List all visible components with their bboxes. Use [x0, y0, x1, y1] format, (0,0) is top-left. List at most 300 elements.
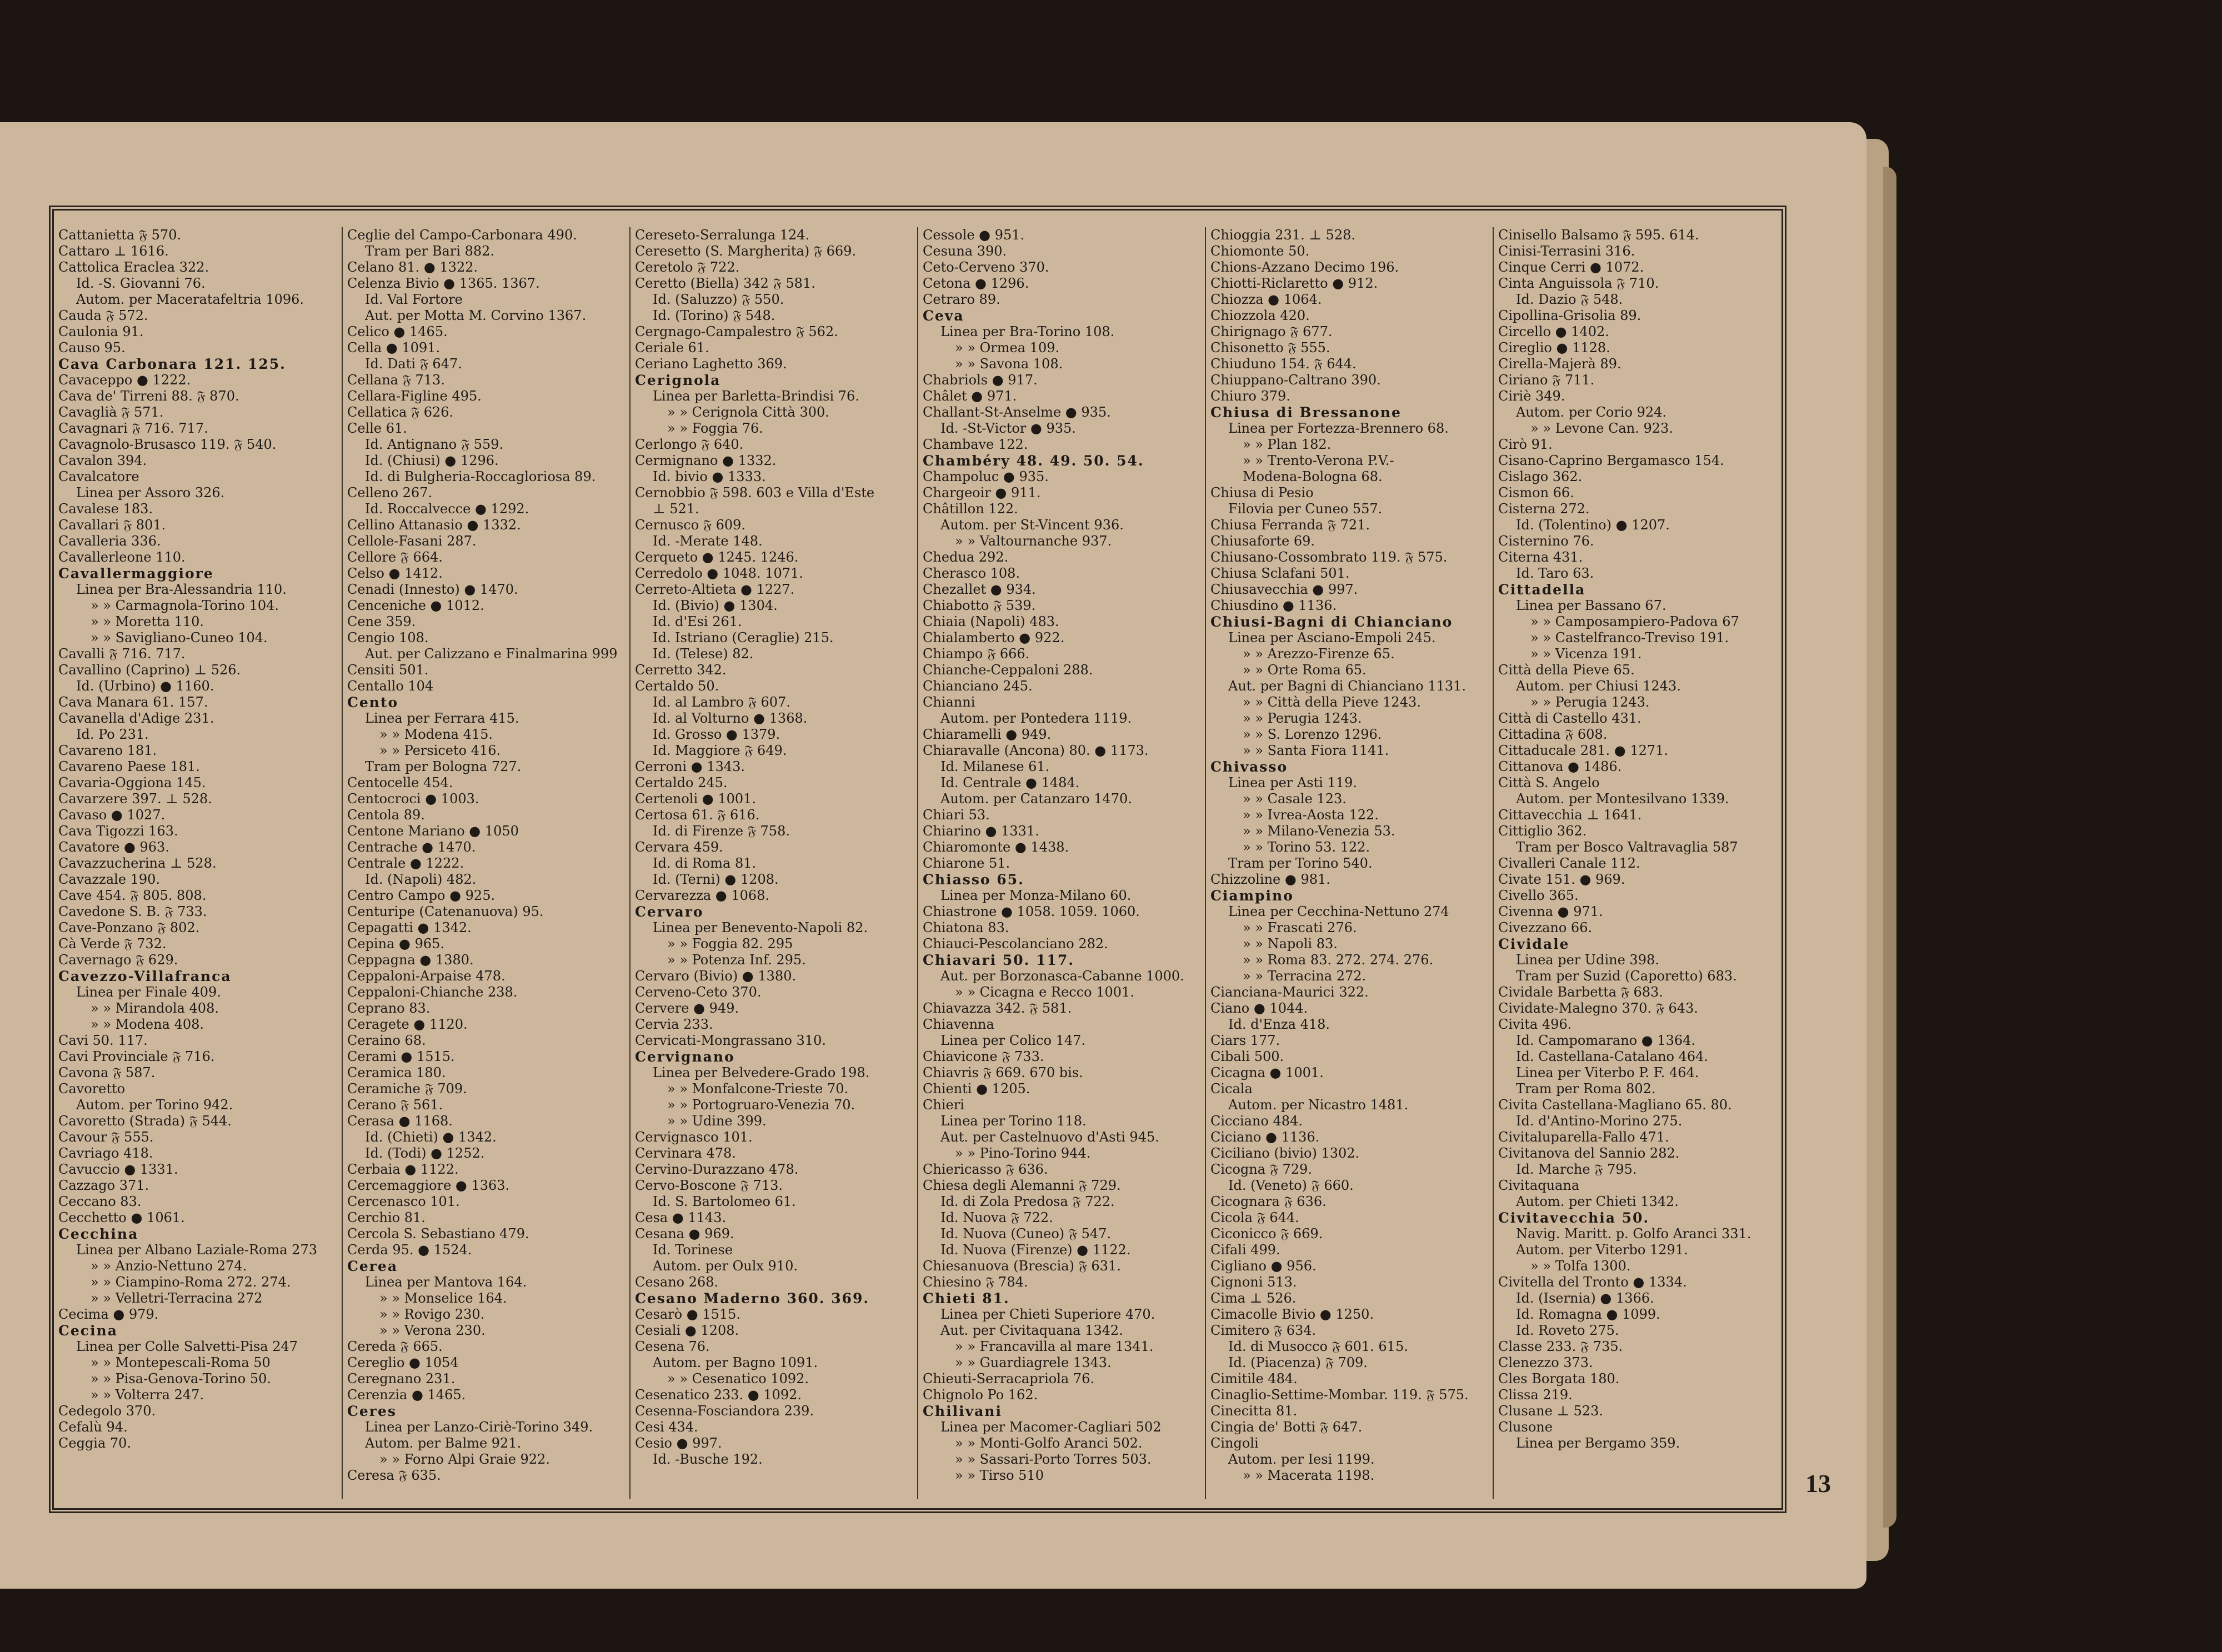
index-entry: Clenezzo 373.: [1498, 1355, 1593, 1370]
index-entry: Cesiali ● 1208.: [635, 1323, 739, 1338]
index-entry: Cinta Anguissola 𝔉 710.: [1498, 276, 1659, 291]
index-entry: Cittavecchia ⊥ 1641.: [1498, 807, 1642, 823]
index-entry: Certenoli ● 1001.: [635, 791, 757, 807]
index-entry: Id. Nuova (Firenze) ● 1122.: [940, 1242, 1131, 1258]
index-entry: Cicala: [1210, 1081, 1253, 1097]
index-entry: Autom. per Bagno 1091.: [653, 1355, 818, 1370]
index-entry: Chignolo Po 162.: [923, 1387, 1038, 1403]
index-entry: Civalleri Canale 112.: [1498, 855, 1640, 871]
index-entry: Città di Castello 431.: [1498, 710, 1642, 726]
index-entry: Cavareno Paese 181.: [58, 759, 200, 774]
index-entry: Cima ⊥ 526.: [1210, 1290, 1297, 1306]
index-entry: Cismon 66.: [1498, 485, 1574, 500]
index-entry: Cavaria-Oggiona 145.: [58, 775, 206, 790]
index-entry: Id. di Musocco 𝔉 601. 615.: [1228, 1339, 1408, 1354]
index-entry: Cavazzale 190.: [58, 872, 161, 887]
index-entry: Cervara 459.: [635, 839, 723, 855]
index-entry: Autom. per Chiusi 1243.: [1516, 678, 1681, 694]
index-entry: Chiericasso 𝔉 636.: [923, 1162, 1048, 1177]
index-entry: Cervinara 478.: [635, 1145, 736, 1161]
index-entry: Cicogna 𝔉 729.: [1210, 1162, 1312, 1177]
index-entry: Censiti 501.: [347, 662, 429, 678]
index-entry: Cavi 50. 117.: [58, 1033, 148, 1048]
index-entry: Cermignano ● 1332.: [635, 453, 777, 468]
index-entry: Chiusa Sclafani 501.: [1210, 565, 1350, 581]
index-entry: Cavi Provinciale 𝔉 716.: [58, 1049, 215, 1064]
index-entry: Cervo-Boscone 𝔉 713.: [635, 1178, 783, 1193]
index-entry: » » Frascati 276.: [1243, 920, 1357, 935]
index-entry: Id. Castellana-Catalano 464.: [1516, 1049, 1709, 1064]
index-entry: Id. (Todi) ● 1252.: [365, 1145, 485, 1161]
index-entry: Cervia 233.: [635, 1017, 713, 1032]
index-entry: » » Valtournanche 937.: [955, 533, 1112, 549]
index-entry: Ciciano ● 1136.: [1210, 1129, 1320, 1145]
index-entry: Cepina ● 965.: [347, 936, 445, 952]
index-entry: Centola 89.: [347, 807, 425, 823]
index-entry: Id. di Zola Predosa 𝔉 722.: [940, 1194, 1115, 1209]
index-entry: Aut. per Borzonasca-Cabanne 1000.: [940, 968, 1184, 984]
index-entry: » » Monfalcone-Trieste 70.: [667, 1081, 849, 1097]
index-entry: » » Foggia 76.: [667, 420, 763, 436]
index-entry: » » Camposampiero-Padova 67: [1530, 614, 1739, 629]
index-entry: Linea per Ferrara 415.: [365, 710, 519, 726]
index-entry: ⊥ 521.: [653, 501, 699, 517]
index-entry: Id. di Firenze 𝔉 758.: [653, 823, 790, 839]
index-entry: Linea per Monza-Milano 60.: [940, 888, 1132, 903]
index-entry: Chiampo 𝔉 666.: [923, 646, 1030, 662]
index-entry: » » Tirso 510: [955, 1468, 1044, 1483]
index-entry: Cavanella d'Adige 231.: [58, 710, 214, 726]
index-entry: Classe 233. 𝔉 735.: [1498, 1339, 1623, 1354]
index-entry: » » Moretta 110.: [91, 614, 204, 629]
index-entry: Cividate-Malegno 370. 𝔉 643.: [1498, 1000, 1698, 1016]
index-entry: » » Potenza Inf. 295.: [667, 952, 806, 968]
index-entry: Aut. per Civitaquana 1342.: [940, 1323, 1123, 1338]
index-entry: Linea per Albano Laziale-Roma 273: [76, 1242, 317, 1258]
index-entry: Id. Grosso ● 1379.: [653, 727, 780, 742]
index-entry: Champoluc ● 935.: [923, 469, 1049, 484]
index-entry: Cinisello Balsamo 𝔉 595. 614.: [1498, 227, 1699, 243]
index-entry: Id. d'Enza 418.: [1228, 1017, 1330, 1032]
index-entry: » » S. Lorenzo 1296.: [1243, 727, 1382, 742]
index-entry: Ciano ● 1044.: [1210, 1000, 1308, 1016]
index-entry: Cirella-Majerà 89.: [1498, 356, 1622, 372]
index-entry: Cicagna ● 1001.: [1210, 1065, 1324, 1080]
index-heading: Chivasso: [1210, 759, 1288, 775]
index-entry: » » Persiceto 416.: [379, 743, 501, 758]
index-entry: Chiuppano-Caltrano 390.: [1210, 372, 1381, 388]
index-entry: Ceretolo 𝔉 722.: [635, 259, 740, 275]
index-entry: Chiavazza 342. 𝔉 581.: [923, 1000, 1072, 1016]
index-entry: Chiomonte 50.: [1210, 243, 1310, 259]
index-entry: Cercenasco 101.: [347, 1194, 460, 1209]
index-entry: Cittiglio 362.: [1498, 823, 1587, 839]
index-entry: Chiabotto 𝔉 539.: [923, 598, 1036, 613]
index-entry: Cervicati-Mongrassano 310.: [635, 1033, 826, 1048]
index-entry: Chiusdino ● 1136.: [1210, 598, 1337, 613]
index-entry: » » Levone Can. 923.: [1530, 420, 1673, 436]
index-entry: Clusane ⊥ 523.: [1498, 1403, 1604, 1419]
index-entry: Linea per Barletta-Brindisi 76.: [653, 388, 859, 404]
index-entry: Châlet ● 971.: [923, 388, 1017, 404]
index-entry: Cinaglio-Settime-Mombar. 119. 𝔉 575.: [1210, 1387, 1469, 1403]
index-entry: Id. Taro 63.: [1516, 565, 1594, 581]
index-entry: Cervino-Durazzano 478.: [635, 1162, 799, 1177]
index-entry: Civenna ● 971.: [1498, 904, 1603, 919]
index-entry: » » Cesenatico 1092.: [667, 1371, 809, 1386]
index-entry: Cà Verde 𝔉 732.: [58, 936, 167, 952]
index-entry: Cipollina-Grisolia 89.: [1498, 308, 1642, 323]
index-entry: Cavareno 181.: [58, 743, 157, 758]
index-entry: » » Trento-Verona P.V.-: [1243, 453, 1394, 468]
index-entry: Linea per Bra-Alessandria 110.: [76, 582, 287, 597]
index-entry: Chiauci-Pescolanciano 282.: [923, 936, 1108, 952]
index-heading: Civitavecchia 50.: [1498, 1210, 1650, 1226]
index-entry: Id. Po 231.: [76, 727, 149, 742]
index-entry: Cividale Barbetta 𝔉 683.: [1498, 984, 1663, 1000]
index-entry: Cerbaia ● 1122.: [347, 1162, 459, 1177]
index-entry: Caulonia 91.: [58, 324, 144, 339]
index-entry: Id. Nuova 𝔉 722.: [940, 1210, 1053, 1225]
index-entry: Cerenzia ● 1465.: [347, 1387, 466, 1403]
index-entry: » » Cerignola Città 300.: [667, 404, 829, 420]
index-entry: Chiusavecchia ● 997.: [1210, 582, 1358, 597]
index-entry: Centuripe (Catenanuova) 95.: [347, 904, 544, 919]
index-entry: Chargeoir ● 911.: [923, 485, 1041, 500]
index-entry: Id. (Torino) 𝔉 548.: [653, 308, 775, 323]
index-entry: Cecchetto ● 1061.: [58, 1210, 185, 1225]
index-entry: Ceresa 𝔉 635.: [347, 1468, 441, 1483]
index-entry: Id. Val Fortore: [365, 292, 463, 307]
index-entry: Ciars 177.: [1210, 1033, 1280, 1048]
index-entry: » » Modena 408.: [91, 1017, 204, 1032]
index-entry: Id. Dati 𝔉 647.: [365, 356, 462, 372]
index-entry: Id. S. Bartolomeo 61.: [653, 1194, 796, 1209]
index-heading: Chiavari 50. 117.: [923, 952, 1074, 968]
index-entry: Linea per Finale 409.: [76, 984, 221, 1000]
index-entry: » » Pisa-Genova-Torino 50.: [91, 1371, 272, 1386]
index-entry: Città della Pieve 65.: [1498, 662, 1635, 678]
index-entry: » » Savona 108.: [955, 356, 1063, 372]
index-entry: Centrache ● 1470.: [347, 839, 476, 855]
index-entry: » » Terracina 272.: [1243, 968, 1367, 984]
index-entry: Ceppaloni-Arpaise 478.: [347, 968, 506, 984]
index-entry: Chedua 292.: [923, 549, 1009, 565]
index-entry: Chiesanuova (Brescia) 𝔉 631.: [923, 1258, 1121, 1274]
index-heading: Cerea: [347, 1258, 398, 1274]
index-entry: Ciriano 𝔉 711.: [1498, 372, 1595, 388]
index-heading: Chieti 81.: [923, 1290, 1010, 1306]
index-entry: Cavalese 183.: [58, 501, 153, 517]
index-entry: Autom. per Montesilvano 1339.: [1516, 791, 1729, 807]
index-entry: Ceraino 68.: [347, 1033, 426, 1048]
index-entry: Aut. per Castelnuovo d'Asti 945.: [940, 1129, 1159, 1145]
index-entry: Id. Roccalvecce ● 1292.: [365, 501, 529, 517]
index-entry: Tram per Suzid (Caporetto) 683.: [1516, 968, 1737, 984]
index-entry: Celano 81. ● 1322.: [347, 259, 478, 275]
index-entry: Linea per Asti 119.: [1228, 775, 1357, 790]
index-entry: Cislago 362.: [1498, 469, 1583, 484]
index-entry: Id. (Piacenza) 𝔉 709.: [1228, 1355, 1368, 1370]
index-entry: » » Portogruaro-Venezia 70.: [667, 1097, 855, 1113]
index-entry: Cesa ● 1143.: [635, 1210, 727, 1225]
index-entry: Cerredolo ● 1048. 1071.: [635, 565, 803, 581]
index-entry: Linea per Bra-Torino 108.: [940, 324, 1115, 339]
index-entry: » » Savigliano-Cuneo 104.: [91, 630, 268, 645]
index-entry: Cisano-Caprino Bergamasco 154.: [1498, 453, 1724, 468]
index-entry: Autom. per Balme 921.: [365, 1435, 522, 1451]
index-entry: Ceggia 70.: [58, 1435, 132, 1451]
index-entry: Ceretto (Biella) 342 𝔉 581.: [635, 276, 815, 291]
index-entry: Chiotti-Riclaretto ● 912.: [1210, 276, 1378, 291]
index-entry: Cingoli: [1210, 1435, 1259, 1451]
index-entry: Linea per Belvedere-Grado 198.: [653, 1065, 870, 1080]
index-entry: Cernobbio 𝔉 598. 603 e Villa d'Este: [635, 485, 875, 500]
index-entry: » » Ormea 109.: [955, 340, 1060, 356]
index-entry: Chambave 122.: [923, 437, 1028, 452]
index-entry: Civitella del Tronto ● 1334.: [1498, 1274, 1687, 1290]
index-entry: Cereseto-Serralunga 124.: [635, 227, 810, 243]
index-entry: » » Milano-Venezia 53.: [1243, 823, 1395, 839]
index-entry: Id. (Saluzzo) 𝔉 550.: [653, 292, 784, 307]
index-entry: Cattanietta 𝔉 570.: [58, 227, 182, 243]
index-entry: » » Città della Pieve 1243.: [1243, 694, 1421, 710]
index-column-1: [54, 227, 338, 1499]
index-entry: » » Verona 230.: [379, 1323, 486, 1338]
index-entry: Cesio ● 997.: [635, 1435, 722, 1451]
index-heading: Chiusi-Bagni di Chianciano: [1210, 614, 1453, 630]
index-entry: Ciconicco 𝔉 669.: [1210, 1226, 1323, 1241]
index-heading: Cividale: [1498, 936, 1570, 952]
index-entry: Id. Marche 𝔉 795.: [1516, 1162, 1637, 1177]
index-entry: Aut. per Calizzano e Finalmarina 999: [365, 646, 618, 662]
index-entry: Cesena 76.: [635, 1339, 710, 1354]
index-entry: Cetona ● 1296.: [923, 276, 1029, 291]
index-entry: » » Perugia 1243.: [1530, 694, 1650, 710]
index-entry: Cava Tigozzi 163.: [58, 823, 178, 839]
page-edge-back: [1883, 167, 1896, 1528]
index-entry: Cavarzere 397. ⊥ 528.: [58, 791, 212, 807]
index-entry: Cellino Attanasio ● 1332.: [347, 517, 521, 533]
index-entry: Cavaglià 𝔉 571.: [58, 404, 164, 420]
index-entry: Chirignago 𝔉 677.: [1210, 324, 1333, 339]
index-entry: Chiavris 𝔉 669. 670 bis.: [923, 1065, 1083, 1080]
index-entry: Aut. per Bagni di Chianciano 1131.: [1228, 678, 1467, 694]
index-entry: Ceriano Laghetto 369.: [635, 356, 787, 372]
index-entry: » » Orte Roma 65.: [1243, 662, 1367, 678]
index-entry: Cles Borgata 180.: [1498, 1371, 1620, 1386]
index-entry: Cinisi-Terrasini 316.: [1498, 243, 1635, 259]
index-entry: Chezallet ● 934.: [923, 582, 1036, 597]
index-heading: Cava Carbonara 121. 125.: [58, 356, 286, 372]
index-entry: » » Montepescali-Roma 50: [91, 1355, 271, 1370]
index-entry: Celleno 267.: [347, 485, 433, 500]
index-entry: Cavagnolo-Brusasco 119. 𝔉 540.: [58, 437, 277, 452]
index-entry: Autom. per Iesi 1199.: [1228, 1451, 1375, 1467]
index-entry: Id. (Chieti) ● 1342.: [365, 1129, 497, 1145]
index-entry: Certosa 61. 𝔉 616.: [635, 807, 760, 823]
index-entry: Id. al Lambro 𝔉 607.: [653, 694, 790, 710]
index-entry: Cattolica Eraclea 322.: [58, 259, 209, 275]
index-entry: » » Perugia 1243.: [1243, 710, 1362, 726]
index-entry: » » Mirandola 408.: [91, 1000, 219, 1016]
index-entry: Cavagnari 𝔉 716. 717.: [58, 420, 208, 436]
index-entry: Id. Antignano 𝔉 559.: [365, 437, 504, 452]
index-entry: Chioggia 231. ⊥ 528.: [1210, 227, 1355, 243]
index-frame: [49, 206, 1786, 1513]
index-entry: Autom. per Chieti 1342.: [1516, 1194, 1679, 1209]
index-entry: » » Forno Alpi Graie 922.: [379, 1451, 550, 1467]
page-number: 13: [1805, 1469, 1831, 1498]
index-column-6: [1493, 227, 1778, 1499]
index-entry: Cinecitta 81.: [1210, 1403, 1298, 1419]
index-entry: Linea per Colico 147.: [940, 1033, 1085, 1048]
index-entry: Centocelle 454.: [347, 775, 453, 790]
index-entry: Cesuna 390.: [923, 243, 1007, 259]
index-entry: » » Foggia 82. 295: [667, 936, 793, 952]
index-heading: Cavallermaggiore: [58, 565, 214, 582]
index-entry: Cellatica 𝔉 626.: [347, 404, 454, 420]
index-entry: Tram per Bari 882.: [365, 243, 495, 259]
index-entry: Cergnago-Campalestro 𝔉 562.: [635, 324, 838, 339]
index-entry: Ceprano 83.: [347, 1000, 431, 1016]
index-entry: Chiuduno 154. 𝔉 644.: [1210, 356, 1357, 372]
index-entry: Citerna 431.: [1498, 549, 1583, 565]
index-entry: Chiusa Ferranda 𝔉 721.: [1210, 517, 1370, 533]
index-entry: Id. Romagna ● 1099.: [1516, 1306, 1660, 1322]
index-entry: Ceregnano 231.: [347, 1371, 456, 1386]
index-entry: Chiastrone ● 1058. 1059. 1060.: [923, 904, 1140, 919]
index-entry: Linea per Viterbo P. F. 464.: [1516, 1065, 1699, 1080]
index-entry: Civello 365.: [1498, 888, 1579, 903]
index-entry: Id. Torinese: [653, 1242, 733, 1258]
index-entry: Cerretto 342.: [635, 662, 727, 678]
index-entry: Filovia per Cuneo 557.: [1228, 501, 1383, 517]
index-entry: Chiavenna: [923, 1017, 994, 1032]
index-entry: Cenceniche ● 1012.: [347, 598, 484, 613]
index-entry: Certaldo 50.: [635, 678, 719, 694]
index-entry: Chiozza ● 1064.: [1210, 292, 1322, 307]
index-entry: Cercola S. Sebastiano 479.: [347, 1226, 529, 1241]
index-entry: Id. Campomarano ● 1364.: [1516, 1033, 1696, 1048]
index-entry: Cavernago 𝔉 629.: [58, 952, 178, 968]
index-entry: Id. (Isernia) ● 1366.: [1516, 1290, 1654, 1306]
index-entry: Circello ● 1402.: [1498, 324, 1609, 339]
index-entry: Id. (Telese) 82.: [653, 646, 754, 662]
index-entry: » » Volterra 247.: [91, 1387, 204, 1403]
index-heading: Chambéry 48. 49. 50. 54.: [923, 453, 1144, 469]
index-heading: Chiasso 65.: [923, 872, 1024, 888]
index-entry: Cellole-Fasani 287.: [347, 533, 477, 549]
index-entry: Ciriè 349.: [1498, 388, 1565, 404]
index-entry: Linea per Bassano 67.: [1516, 598, 1666, 613]
index-entry: Cervaro (Bivio) ● 1380.: [635, 968, 797, 984]
index-entry: Autom. per Maceratafeltria 1096.: [76, 292, 304, 307]
index-entry: Linea per Torino 118.: [940, 1113, 1087, 1129]
index-entry: Id. (Chiusi) ● 1296.: [365, 453, 499, 468]
index-column-5: [1205, 227, 1490, 1499]
index-heading: Cesano Maderno 360. 369.: [635, 1290, 870, 1306]
index-entry: Cattaro ⊥ 1616.: [58, 243, 169, 259]
index-entry: Autom. per Catanzaro 1470.: [940, 791, 1132, 807]
index-entry: Navig. Maritt. p. Golfo Aranci 331.: [1516, 1226, 1751, 1241]
index-entry: Chienti ● 1205.: [923, 1081, 1030, 1097]
index-entry: Cirò 91.: [1498, 437, 1553, 452]
index-entry: Autom. per Pontedera 1119.: [940, 710, 1132, 726]
index-entry: Tram per Torino 540.: [1228, 855, 1373, 871]
index-entry: Cimacolle Bivio ● 1250.: [1210, 1306, 1374, 1322]
index-entry: Ceriale 61.: [635, 340, 709, 356]
index-entry: Civita Castellana-Magliano 65. 80.: [1498, 1097, 1732, 1113]
index-entry: Cimitero 𝔉 634.: [1210, 1323, 1317, 1338]
index-entry: Chiari 53.: [923, 807, 990, 823]
index-entry: Chiesino 𝔉 784.: [923, 1274, 1028, 1290]
index-entry: Chianche-Ceppaloni 288.: [923, 662, 1093, 678]
index-entry: Id. -S. Giovanni 76.: [76, 276, 206, 291]
index-entry: » » Macerata 1198.: [1243, 1468, 1375, 1483]
index-entry: Chisonetto 𝔉 555.: [1210, 340, 1330, 356]
index-entry: Id. Centrale ● 1484.: [940, 775, 1080, 790]
index-entry: Ceppaloni-Chianche 238.: [347, 984, 518, 1000]
index-entry: Linea per Mantova 164.: [365, 1274, 527, 1290]
index-heading: Cecchina: [58, 1226, 139, 1242]
index-heading: Cavezzo-Villafranca: [58, 968, 232, 984]
index-entry: Chiusa di Pesio: [1210, 485, 1314, 500]
index-entry: Cesana ● 969.: [635, 1226, 734, 1241]
index-entry: Celico ● 1465.: [347, 324, 448, 339]
index-entry: Chions-Azzano Decimo 196.: [1210, 259, 1399, 275]
index-entry: » » Cicagna e Recco 1001.: [955, 984, 1134, 1000]
index-entry: Cenadi (Innesto) ● 1470.: [347, 582, 518, 597]
index-heading: Cerignola: [635, 372, 721, 388]
index-entry: Chieuti-Serracapriola 76.: [923, 1371, 1094, 1386]
index-entry: Ceppagna ● 1380.: [347, 952, 474, 968]
index-entry: Autom. per St-Vincent 936.: [940, 517, 1124, 533]
index-entry: Cazzago 371.: [58, 1178, 149, 1193]
index-entry: » » Francavilla al mare 1341.: [955, 1339, 1154, 1354]
index-entry: Cerqueto ● 1245. 1246.: [635, 549, 799, 565]
index-entry: Id. (Urbino) ● 1160.: [76, 678, 214, 694]
index-entry: Cigliano ● 956.: [1210, 1258, 1317, 1274]
index-entry: Cavuccio ● 1331.: [58, 1162, 178, 1177]
index-entry: Linea per Fortezza-Brennero 68.: [1228, 420, 1449, 436]
index-entry: Cauda 𝔉 572.: [58, 308, 148, 323]
index-entry: Chiaravalle (Ancona) 80. ● 1173.: [923, 743, 1149, 758]
index-heading: Cervaro: [635, 904, 704, 920]
index-entry: Centro Campo ● 925.: [347, 888, 496, 903]
index-entry: Cervignasco 101.: [635, 1129, 753, 1145]
index-entry: Cerlongo 𝔉 640.: [635, 437, 744, 452]
index-entry: Id. bivio ● 1333.: [653, 469, 766, 484]
index-entry: Cengio 108.: [347, 630, 429, 645]
index-entry: Cicciano 484.: [1210, 1113, 1303, 1129]
index-entry: » » Castelfranco-Treviso 191.: [1530, 630, 1729, 645]
index-entry: Cervere ● 949.: [635, 1000, 739, 1016]
index-entry: Cellana 𝔉 713.: [347, 372, 445, 388]
index-entry: Ceramiche 𝔉 709.: [347, 1081, 467, 1097]
index-entry: » » Velletri-Terracina 272: [91, 1290, 263, 1306]
index-entry: Cavalcatore: [58, 469, 139, 484]
index-entry: Ceresetto (S. Margherita) 𝔉 669.: [635, 243, 857, 259]
index-entry: Cessole ● 951.: [923, 227, 1025, 243]
index-entry: Cavoretto (Strada) 𝔉 544.: [58, 1113, 232, 1129]
index-entry: Cibali 500.: [1210, 1049, 1284, 1064]
index-entry: Chabriols ● 917.: [923, 372, 1038, 388]
index-entry: » » Monselice 164.: [379, 1290, 507, 1306]
index-heading: Cittadella: [1498, 582, 1586, 598]
index-entry: Chiarone 51.: [923, 855, 1010, 871]
index-entry: Cianciana-Maurici 322.: [1210, 984, 1369, 1000]
